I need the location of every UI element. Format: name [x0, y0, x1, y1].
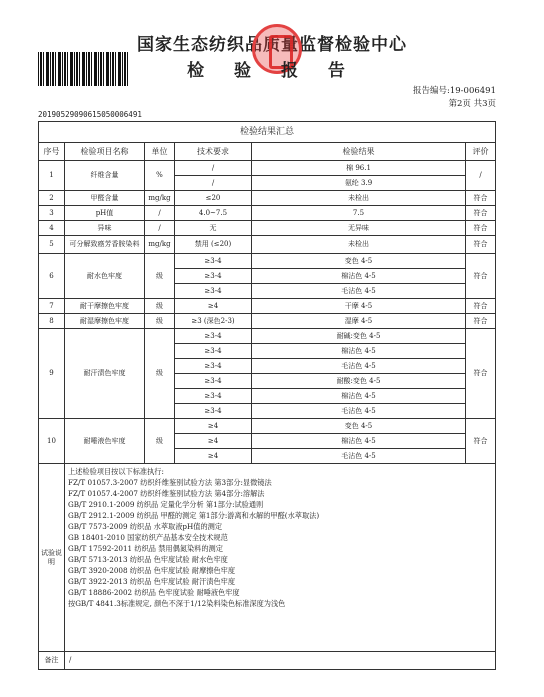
row-result: 耐酸:变色 4-5 [252, 374, 466, 389]
row-item-name: 异味 [65, 221, 145, 236]
row-unit: 级 [145, 419, 175, 464]
table-row [39, 221, 496, 236]
note-line: GB/T 5713-2013 纺织品 色牢度试验 耐水色牢度 [68, 555, 228, 564]
note-line: FZ/T 01057.4-2007 纺织纤维鉴别试验方法 第4部分:溶解法 [68, 489, 265, 498]
row-result: 湿摩 4-5 [252, 314, 466, 329]
barcode-number: 20190529090615050006491 [38, 110, 142, 119]
row-result: 棉沾色 4-5 [252, 434, 466, 449]
row-result: 毛沾色 4-5 [252, 284, 466, 299]
table-row [39, 254, 496, 269]
row-result: 变色 4-5 [252, 254, 466, 269]
row-evaluation: 符合 [466, 329, 496, 419]
remark-label: 备注 [39, 652, 65, 670]
note-line: GB/T 17592-2011 纺织品 禁用偶氮染料的测定 [68, 544, 223, 553]
report-subtitle: 检 验 报 告 [187, 61, 357, 81]
row-evaluation: / [466, 161, 496, 191]
row-evaluation: 符合 [466, 206, 496, 221]
row-result: 棉沾色 4-5 [252, 389, 466, 404]
table-row [39, 206, 496, 221]
row-evaluation: 符合 [466, 299, 496, 314]
page-number: 第2页 共3页 [448, 99, 496, 109]
row-unit: / [145, 206, 175, 221]
row-requirement: 4.0~7.5 [175, 206, 252, 221]
row-item-name: 耐唾液色牢度 [65, 419, 145, 464]
row-item-name: 耐干摩擦色牢度 [65, 299, 145, 314]
note-line: 按GB/T 4841.3标准规定, 颜色不深于1/12染料染色标准深度为浅色 [68, 599, 286, 608]
row-requirement: / [175, 161, 252, 176]
row-result: 毛沾色 4-5 [252, 449, 466, 464]
row-item-name: 耐水色牢度 [65, 254, 145, 299]
note-line: GB/T 2910.1-2009 纺织品 定量化学分析 第1部分:试验通则 [68, 500, 264, 509]
row-item-name: 耐湿摩擦色牢度 [65, 314, 145, 329]
column-header-evaluation: 评价 [466, 143, 496, 161]
column-header-item: 检验项目名称 [65, 143, 145, 161]
row-result: 毛沾色 4-5 [252, 404, 466, 419]
table-row [39, 299, 496, 314]
row-number: 9 [39, 329, 65, 419]
row-result: 棉沾色 4-5 [252, 269, 466, 284]
column-header-requirement: 技术要求 [175, 143, 252, 161]
row-number: 2 [39, 191, 65, 206]
row-evaluation: 符合 [466, 314, 496, 329]
column-header-no: 序号 [39, 143, 65, 161]
row-number: 10 [39, 419, 65, 464]
table-row [39, 191, 496, 206]
column-header-result: 检验结果 [252, 143, 466, 161]
report-title: 国家生态纺织品质量监督检验中心 [137, 35, 407, 55]
row-unit: 级 [145, 254, 175, 299]
row-item-name: 纤维含量 [65, 161, 145, 191]
remark-row [39, 652, 496, 670]
row-unit: mg/kg [145, 236, 175, 254]
note-line: GB 18401-2010 国家纺织产品基本安全技术规范 [68, 533, 228, 542]
row-result: 耐碱:变色 4-5 [252, 329, 466, 344]
row-evaluation: 符合 [466, 221, 496, 236]
row-requirement: ≥3-4 [175, 359, 252, 374]
row-requirement: 无 [175, 221, 252, 236]
note-line: GB/T 18886-2002 纺织品 色牢度试验 耐唾液色牢度 [68, 588, 240, 597]
row-unit: mg/kg [145, 191, 175, 206]
row-result: 氨纶 3.9 [252, 176, 466, 191]
table-row [39, 236, 496, 254]
row-requirement: ≥4 [175, 434, 252, 449]
row-requirement: ≥4 [175, 299, 252, 314]
row-unit: 级 [145, 299, 175, 314]
row-evaluation: 符合 [466, 236, 496, 254]
table-row [39, 314, 496, 329]
report-number: 报告编号:19-006491 [413, 86, 496, 96]
row-unit: / [145, 221, 175, 236]
row-requirement: ≥3-4 [175, 329, 252, 344]
row-result: 无异味 [252, 221, 466, 236]
notes-label: 试验说明 [39, 464, 65, 652]
row-evaluation: 符合 [466, 419, 496, 464]
row-result: 未检出 [252, 236, 466, 254]
row-requirement: ≥3-4 [175, 269, 252, 284]
row-number: 6 [39, 254, 65, 299]
row-requirement: 禁用 (≤20) [175, 236, 252, 254]
note-line: GB/T 2912.1-2009 纺织品 甲醛的测定 第1部分:游离和水解的甲醛(水萃取法) [68, 511, 320, 520]
note-line: GB/T 3922-2013 纺织品 色牢度试验 耐汗渍色牢度 [68, 577, 236, 586]
test-notes [65, 464, 496, 652]
row-requirement: ≤20 [175, 191, 252, 206]
note-line: FZ/T 01057.3-2007 纺织纤维鉴别试验方法 第3部分:显微镜法 [68, 478, 272, 487]
row-requirement: ≥3-4 [175, 374, 252, 389]
row-item-name: pH值 [65, 206, 145, 221]
note-line: GB/T 7573-2009 纺织品 水萃取液pH值的测定 [68, 522, 223, 531]
row-requirement: ≥3-4 [175, 389, 252, 404]
note-line: GB/T 3920-2008 纺织品 色牢度试验 耐摩擦色牢度 [68, 566, 236, 575]
row-result: 变色 4-5 [252, 419, 466, 434]
table-row [39, 161, 496, 176]
remark-value: / [65, 652, 496, 670]
row-requirement: ≥4 [175, 449, 252, 464]
row-unit: 级 [145, 329, 175, 419]
row-item-name: 可分解致癌芳香胺染料 [65, 236, 145, 254]
row-evaluation: 符合 [466, 254, 496, 299]
row-result: 7.5 [252, 206, 466, 221]
row-unit: % [145, 161, 175, 191]
row-requirement: ≥4 [175, 419, 252, 434]
row-requirement: ≥3 (深色2-3) [175, 314, 252, 329]
table-row [39, 329, 496, 344]
row-evaluation: 符合 [466, 191, 496, 206]
row-requirement: ≥3-4 [175, 284, 252, 299]
row-requirement: ≥3-4 [175, 344, 252, 359]
row-result: 未检出 [252, 191, 466, 206]
row-number: 3 [39, 206, 65, 221]
row-unit: 级 [145, 314, 175, 329]
row-result: 棉 96.1 [252, 161, 466, 176]
table-caption: 检验结果汇总 [39, 122, 496, 143]
row-result: 毛沾色 4-5 [252, 359, 466, 374]
row-result: 棉沾色 4-5 [252, 344, 466, 359]
row-number: 8 [39, 314, 65, 329]
column-header-unit: 单位 [145, 143, 175, 161]
table-row [39, 419, 496, 434]
row-item-name: 甲醛含量 [65, 191, 145, 206]
row-number: 1 [39, 161, 65, 191]
barcode-icon [38, 52, 130, 86]
row-result: 干摩 4-5 [252, 299, 466, 314]
note-line: 上述检验项目按以下标准执行: [68, 467, 164, 476]
row-number: 5 [39, 236, 65, 254]
row-requirement: ≥3-4 [175, 254, 252, 269]
row-requirement: / [175, 176, 252, 191]
results-table [38, 121, 496, 670]
row-requirement: ≥3-4 [175, 404, 252, 419]
row-number: 7 [39, 299, 65, 314]
row-number: 4 [39, 221, 65, 236]
row-item-name: 耐汗渍色牢度 [65, 329, 145, 419]
notes-row [39, 464, 496, 652]
